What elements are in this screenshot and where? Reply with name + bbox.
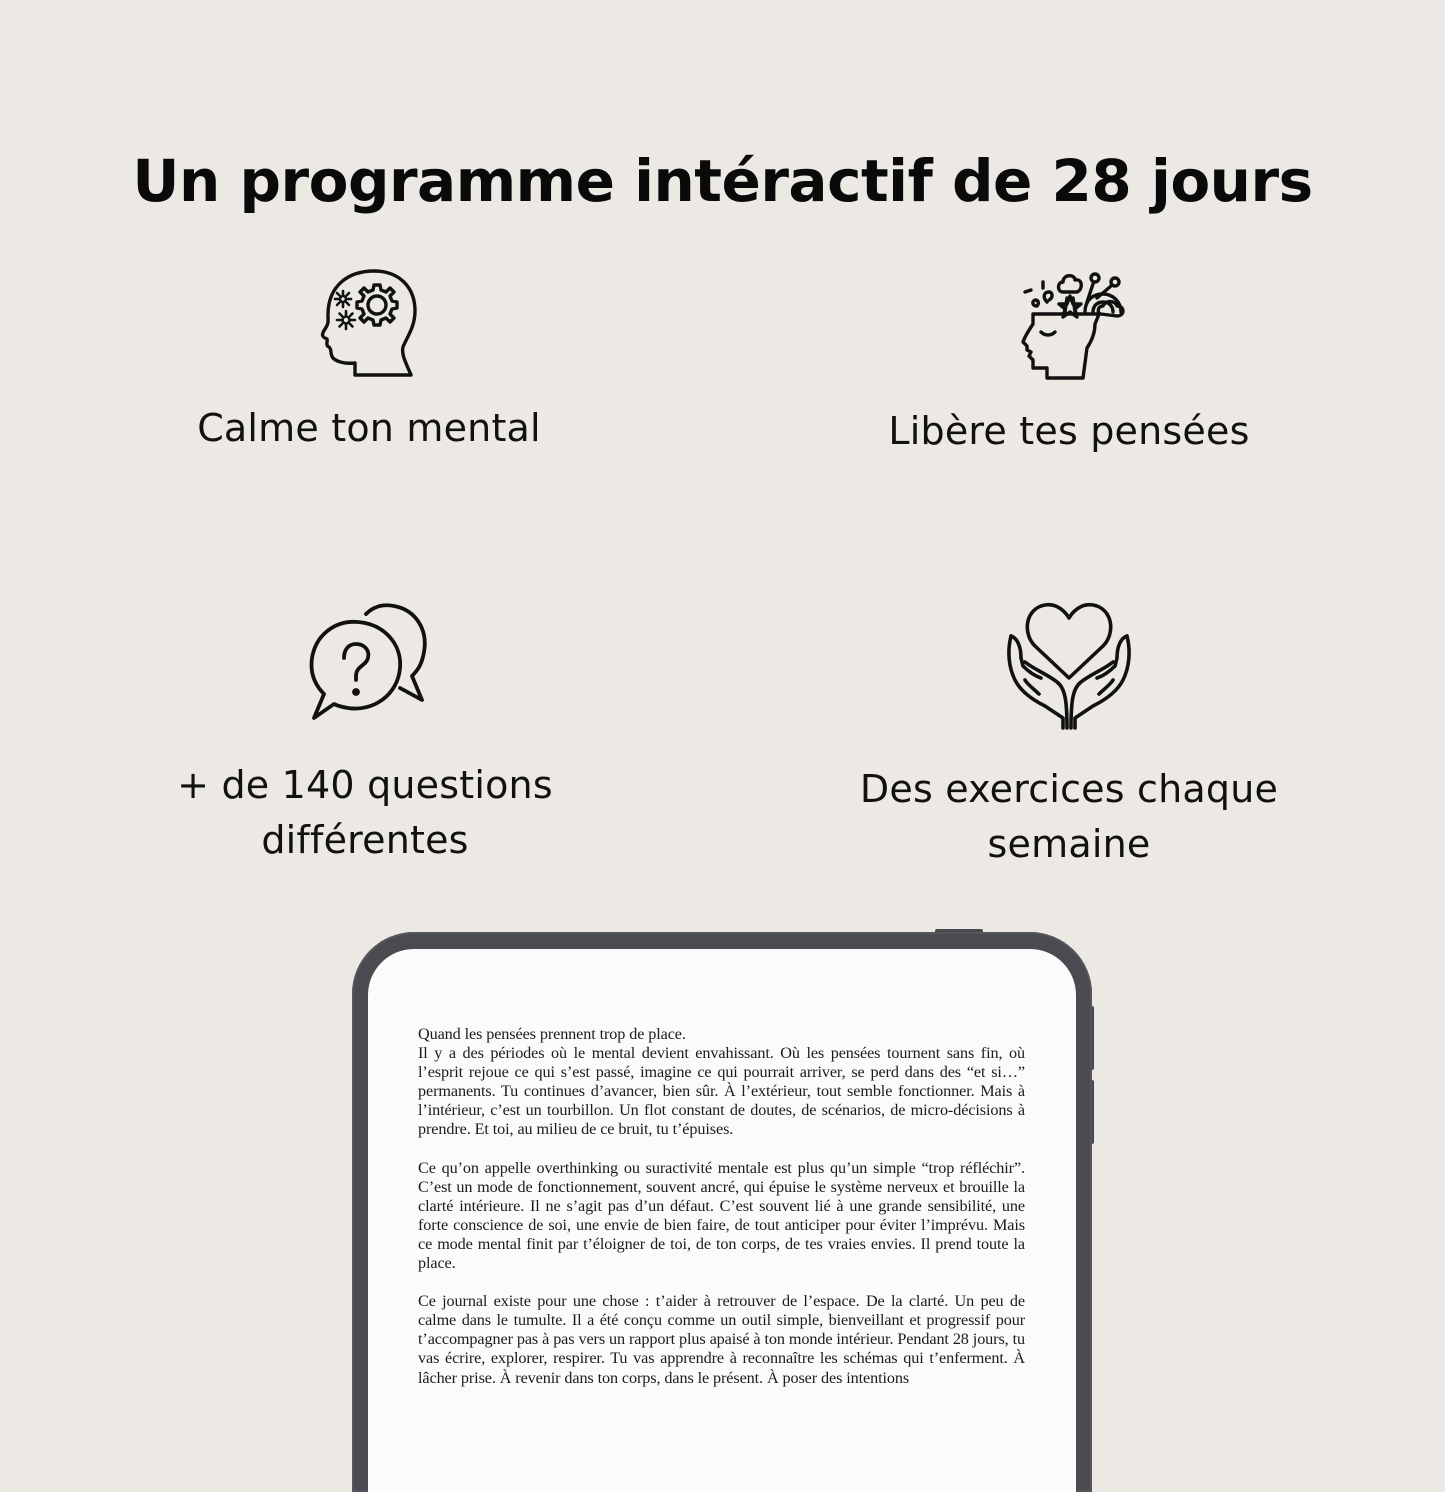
feature-label <box>789 404 1349 459</box>
open-head-thoughts-icon <box>1013 262 1125 380</box>
tablet-screen <box>368 949 1076 1492</box>
feature-calm-mind <box>89 265 649 456</box>
document-paragraph <box>418 1025 1025 1140</box>
hands-holding-heart-icon <box>1005 596 1133 730</box>
head-gears-icon <box>319 265 419 377</box>
feature-label-line: différentes <box>261 818 469 862</box>
feature-label-line: Calme ton mental <box>197 406 541 450</box>
feature-questions <box>85 600 645 868</box>
feature-weekly-exercises <box>789 596 1349 872</box>
feature-label <box>789 762 1349 872</box>
tablet-device <box>352 932 1092 1492</box>
feature-label <box>89 401 649 456</box>
document-paragraph: Ce journal existe pour une chose : t’aider à retrouver de l’espace. De la clarté. Un peu de calme dans le tumulte. Il a été conçu comme un outil simple, bienveillant et progressif pour t’accompagner pas à pas vers un rapport plus apaisé à ton monde intérieur. Pendant 28 jours, tu vas écrire, explorer, respirer. Tu vas apprendre à reconnaître les schémas qui t’enferment. À lâcher prise. À revenir dans ton corps, dans le présent. À poser des intentions <box>418 1292 1025 1387</box>
document-paragraph: Ce qu’on appelle overthinking ou suractivité mentale est plus qu’un simple “trop réfléchir”. C’est un mode de fonctionnement, souvent ancré, qui épuise le système nerveux et brouille la clarté intérieure. Il ne s’agit pas d’un défaut. C’est souvent lié à une grande sensibilité, une forte conscience de soi, une envie de bien faire, de tout anticiper pour éviter l’imprévu. Mais ce mode mental finit par t’éloigner de toi, de ton corps, de tes vraies envies. Il prend toute la place. <box>418 1158 1025 1273</box>
feature-label-line: Des exercices chaque <box>859 767 1279 811</box>
feature-label-line: semaine <box>987 822 1151 866</box>
document-page[interactable] <box>418 1025 1025 1407</box>
page-title: Un programme intéractif de 28 jours <box>132 146 1313 215</box>
question-speech-bubbles-icon <box>300 600 430 726</box>
feature-free-thoughts <box>789 262 1349 459</box>
document-paragraph-text: Il y a des périodes où le mental devient envahissant. Où les pensées tournent sans fin, où l’esprit rejoue ce qui s’est passé, imagine ce qui pourrait arriver, se perd dans des “et si…” permanents. Tu continues d’avancer, bien sûr. À l’extérieur, tout semble fonctionner. Mais à l’intérieur, c’est un tourbillon. Un flot constant de doutes, de scénarios, de micro-décisions à prendre. Et toi, au milieu de ce bruit, tu t’épuises. <box>418 1044 1025 1139</box>
document-heading: Quand les pensées prennent trop de place. <box>418 1025 686 1043</box>
feature-label-line: Libère tes pensées <box>888 409 1250 453</box>
feature-label-line: + de 140 questions <box>177 763 553 807</box>
feature-label <box>85 758 645 868</box>
